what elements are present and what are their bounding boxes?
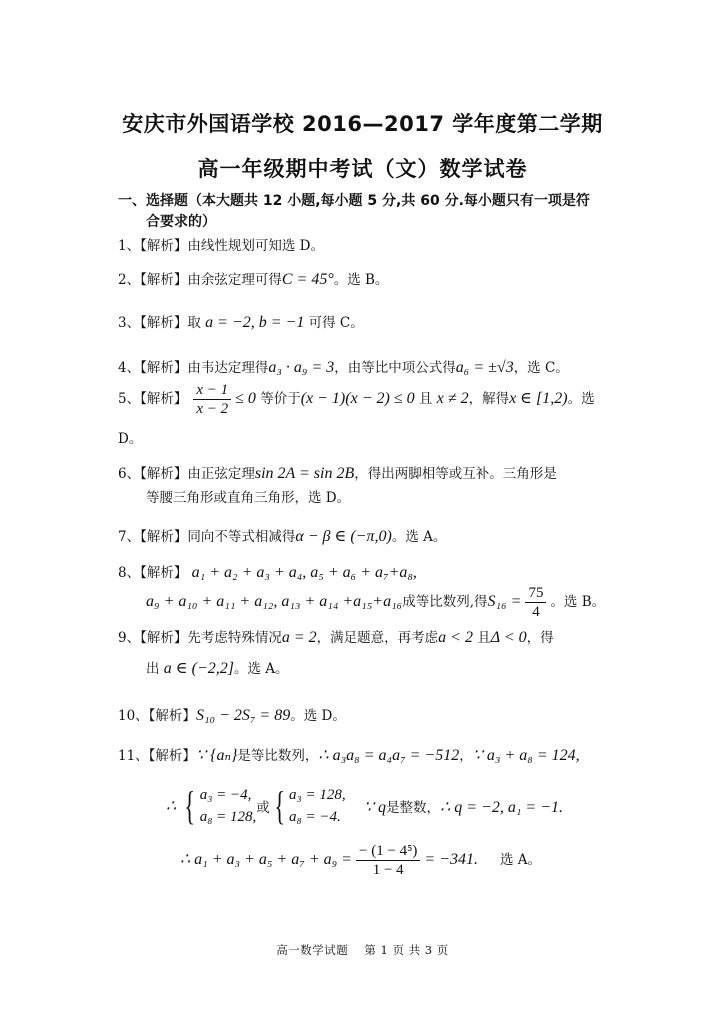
answer-11-end: 选 A。: [499, 852, 542, 868]
answer-9-continued: [146, 657, 289, 678]
answer-6-end: ，得出两脚相等或互补。三角形是: [354, 466, 557, 482]
answer-5-continued: D。: [118, 431, 143, 447]
answer-8-fraction: [525, 584, 546, 621]
document-title: 安庆市外国语学校 2016—2017 学年度第二学期: [122, 112, 603, 136]
section-heading-line1: 一、选择题（本大题共 12 小题,每小题 5 分,共 60 分.每小题只有一项是符: [118, 193, 590, 209]
answer-9-l2-math: a ∈ (−2,2]: [163, 660, 234, 677]
answer-6-continued: 等腰三角形或直角三角形，选 D。: [146, 490, 351, 506]
answer-9-math2: a < 2: [438, 629, 473, 646]
answer-9-t3: ，得: [526, 630, 554, 646]
answer-5-numerator: x − 1: [193, 381, 231, 400]
or-text: 或: [256, 800, 270, 816]
answer-8-t1: 成等比数列,得: [402, 594, 488, 610]
answer-11-math2: ∴ a₃a₈ = a₄a₇ = −512: [318, 747, 460, 764]
answer-11-math4: ∵ q: [363, 798, 387, 816]
answer-7: [118, 525, 446, 546]
system-1: [200, 784, 257, 828]
answer-5-fraction: [193, 381, 231, 418]
answer-11-fraction: [356, 842, 420, 879]
answer-2-text: 2、【解析】由余弦定理可得: [118, 272, 282, 288]
system-2-eq1: a₃ = 128,: [288, 787, 346, 803]
answer-5-math4: x ∈ [1,2): [509, 390, 568, 407]
answer-8-continued: [146, 584, 605, 621]
answer-10: [118, 704, 346, 725]
answer-2-math: C = 45°: [281, 271, 334, 288]
answer-11-math3: ∵ a₃ + a₈ = 124,: [472, 747, 580, 764]
answer-2-end: 。选 B。: [333, 272, 389, 288]
answer-8-numerator: 75: [525, 584, 546, 603]
system-2-eq2: a₈ = −4.: [288, 809, 341, 825]
answer-4-end: ，选 C。: [513, 360, 569, 376]
answer-11-math7: = −341.: [424, 851, 478, 868]
answer-8-math3: S₁₆ =: [487, 593, 522, 610]
answer-6: [118, 462, 557, 483]
answer-11-math1: ∵ {aₙ}: [195, 747, 238, 764]
answer-5-t4: 。选: [567, 391, 595, 407]
answer-4-mid: ，由等比中项公式得: [334, 360, 456, 376]
answer-4: [118, 356, 569, 377]
answer-8-end: 。选 B。: [550, 594, 606, 610]
answer-11-denominator: 1 − 4: [372, 862, 404, 878]
answer-9-math3: Δ < 0: [490, 629, 527, 646]
answer-3-math: a = −2, b = −1: [205, 314, 305, 331]
answer-5-math3: x ≠ 2: [436, 390, 469, 407]
answer-8-text: 8、【解析】: [118, 565, 188, 581]
answer-9-math1: a = 2: [281, 629, 317, 646]
page-footer: 高一数学试题 第 1 页 共 3 页: [276, 943, 449, 957]
answer-11-systems: [166, 784, 563, 828]
answer-11: [118, 744, 580, 765]
answer-9-t2: 且: [477, 630, 491, 646]
section-heading-line2: 合要求的）: [146, 214, 216, 230]
answer-5-math1: ≤ 0: [235, 390, 256, 407]
answer-10-text: 10、【解析】: [118, 708, 196, 724]
answer-9-text: 9、【解析】先考虑特殊情况: [118, 630, 282, 646]
therefore-symbol: ∴: [166, 798, 177, 815]
answer-6-math: sin 2A = sin 2B: [254, 465, 355, 482]
answer-11-t3: 是整数，: [386, 799, 441, 816]
answer-10-math: S₁₀ − 2S₇ = 89: [195, 707, 291, 724]
answer-1: 1、【解析】由线性规划可知选 D。: [118, 238, 324, 254]
answer-2: [118, 268, 388, 289]
answer-11-t1: 是等比数列，: [237, 748, 319, 764]
answer-9: [118, 626, 554, 647]
answer-5-denominator: x − 2: [196, 401, 229, 417]
answer-4-text: 4、【解析】由韦达定理得: [118, 360, 269, 376]
answer-11-numerator: − (1 − 4⁵): [356, 842, 420, 861]
answer-11-q-line: [364, 796, 563, 817]
answer-4-math1: a₃ · a₉ = 3: [268, 359, 335, 376]
system-1-eq2: a₈ = 128,: [199, 809, 257, 825]
system-2: [289, 784, 346, 828]
answer-8-math2: a₉ + a₁₀ + a₁₁ + a₁₂, a₁₃ + a₁₄ +a₁₅+a₁₆: [146, 593, 403, 610]
answer-7-text: 7、【解析】同向不等式相减得: [118, 529, 296, 545]
answer-5-t1: 等价于: [260, 391, 301, 407]
answer-11-math6: ∴ a₁ + a₃ + a₅ + a₇ + a₉ =: [180, 851, 352, 868]
answer-7-math: α − β ∈ (−π,0): [295, 528, 392, 545]
answer-9-l2-text: 出: [146, 661, 160, 677]
answer-11-sum: [180, 842, 541, 879]
answer-8: [118, 561, 417, 582]
system-1-eq1: a₃ = −4,: [199, 787, 252, 803]
answer-11-math5: ∴ q = −2, a₁ = −1.: [440, 798, 563, 816]
answer-5: [118, 381, 595, 418]
answer-3-text: 3、【解析】取: [118, 315, 201, 331]
answer-11-text: 11、【解析】: [118, 748, 196, 764]
answer-7-end: 。选 A。: [391, 529, 447, 545]
answer-9-l2-end: 。选 A。: [234, 661, 289, 677]
answer-5-t3: ，解得: [468, 391, 510, 407]
answer-6-text: 6、【解析】由正弦定理: [118, 466, 255, 482]
answer-5-math2: (x − 1)(x − 2) ≤ 0: [300, 390, 415, 407]
answer-4-math2: a₆ = ±√3: [455, 359, 514, 376]
answer-3-end: 可得 C。: [308, 315, 364, 331]
answer-3: [118, 311, 364, 332]
answer-11-t2: ，: [459, 748, 473, 764]
answer-8-math1: a₁ + a₂ + a₃ + a₄, a₅ + a₆ + a₇+a₈,: [191, 564, 417, 581]
answer-5-text: 5、【解析】: [118, 391, 188, 407]
left-brace-2: {: [274, 783, 285, 828]
document-subtitle: 高一年级期中考试（文）数学试卷: [197, 157, 528, 181]
left-brace-1: {: [184, 783, 196, 828]
answer-5-t2: 且: [418, 391, 433, 407]
answer-10-end: 。选 D。: [290, 708, 346, 724]
answer-9-t1: ，满足题意，再考虑: [316, 630, 439, 646]
answer-8-denominator: 4: [532, 604, 540, 620]
